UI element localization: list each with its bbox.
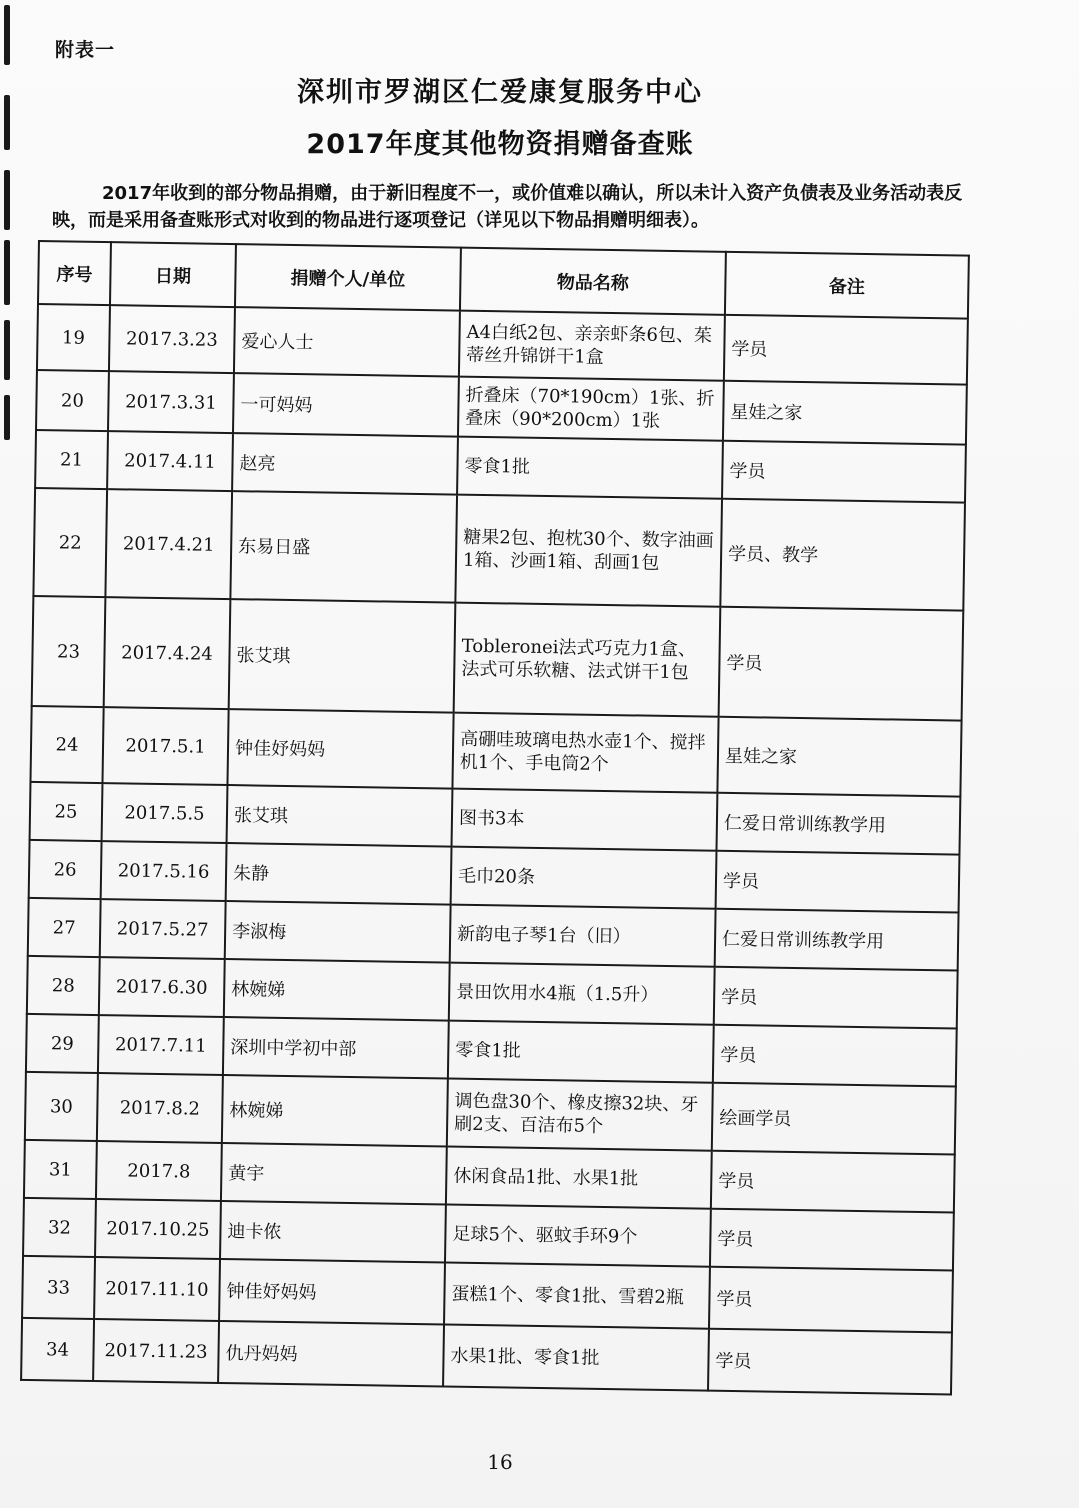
cell-date: 2017.5.16 (101, 841, 227, 901)
cell-no: 21 (35, 430, 108, 489)
cell-note: 学员 (710, 1209, 954, 1271)
cell-no: 29 (26, 1014, 99, 1073)
cell-item: 图书3本 (452, 789, 718, 851)
cell-no: 26 (29, 840, 102, 899)
cell-date: 2017.7.11 (98, 1015, 224, 1075)
cell-donor: 林婉娣 (222, 1075, 448, 1147)
col-header-no: 序号 (38, 241, 111, 305)
col-header-note: 备注 (725, 252, 969, 319)
cell-item: 毛巾20条 (451, 847, 717, 909)
cell-no: 30 (25, 1072, 98, 1141)
cell-date: 2017.5.1 (102, 707, 228, 785)
cell-note: 学员 (722, 441, 966, 503)
cell-donor: 一可妈妈 (233, 373, 459, 437)
cell-note: 学员 (714, 967, 958, 1029)
cell-date: 2017.10.25 (95, 1199, 221, 1259)
cell-donor: 张艾琪 (227, 785, 453, 847)
table-body (21, 304, 968, 1394)
cell-donor: 钟佳妤妈妈 (227, 709, 453, 789)
cell-donor: 迪卡侬 (220, 1201, 446, 1263)
cell-item: 水果1批、零食1批 (443, 1325, 709, 1391)
cell-donor: 朱静 (226, 843, 452, 905)
cell-note: 学员 (724, 315, 968, 385)
cell-no: 25 (30, 782, 103, 841)
cell-note: 学员 (719, 607, 964, 721)
cell-date: 2017.4.24 (104, 597, 231, 709)
annex-label: 附表一 (55, 39, 116, 61)
cell-no: 23 (32, 596, 106, 707)
cell-date: 2017.11.10 (94, 1257, 220, 1321)
cell-note: 学员 (716, 851, 960, 913)
cell-item: 零食1批 (457, 437, 723, 499)
cell-date: 2017.3.31 (108, 371, 234, 433)
cell-no: 20 (36, 370, 109, 431)
cell-note: 学员、教学 (720, 499, 965, 611)
cell-date: 2017.8 (96, 1141, 222, 1201)
cell-donor: 钟佳妤妈妈 (219, 1259, 445, 1325)
cell-item: 折叠床（70*190cm）1张、折叠床（90*200cm）1张 (458, 377, 724, 441)
cell-date: 2017.4.21 (105, 489, 232, 599)
cell-date: 2017.11.23 (93, 1319, 219, 1383)
cell-date: 2017.5.5 (102, 783, 228, 843)
document-subtitle: 2017年度其他物资捐赠备查账 (306, 129, 694, 160)
cell-item: 高硼哇玻璃电热水壶1个、搅拌机1个、手电筒2个 (452, 713, 718, 793)
cell-note: 学员 (708, 1329, 952, 1395)
cell-note: 仁爱日常训练教学用 (716, 793, 960, 855)
cell-date: 2017.3.23 (109, 305, 235, 373)
table-row (30, 706, 961, 797)
cell-item: Tobleronei法式巧克力1盒、法式可乐软糖、法式饼干1包 (454, 603, 721, 717)
cell-no: 22 (33, 488, 107, 597)
cell-donor: 爱心人士 (234, 307, 460, 377)
cell-no: 31 (24, 1140, 97, 1199)
page-number: 16 (487, 1450, 513, 1474)
col-header-donor: 捐赠个人/单位 (235, 244, 461, 311)
table-row (33, 488, 965, 611)
cell-donor: 赵亮 (232, 433, 458, 495)
cell-date: 2017.8.2 (97, 1073, 223, 1143)
cell-donor: 李淑梅 (225, 901, 451, 963)
cell-no: 34 (21, 1318, 94, 1381)
cell-note: 绘画学员 (712, 1083, 956, 1155)
cell-item: A4白纸2包、亲亲虾条6包、茱蒂丝升锦饼干1盒 (459, 311, 725, 381)
cell-no: 24 (30, 706, 103, 783)
cell-donor: 东易日盛 (230, 491, 457, 603)
cell-note: 学员 (709, 1267, 953, 1333)
cell-no: 19 (37, 304, 110, 371)
col-header-item: 物品名称 (460, 248, 726, 315)
col-header-date: 日期 (110, 242, 236, 307)
cell-item: 休闲食品1批、水果1批 (446, 1147, 712, 1209)
table-row (32, 596, 964, 721)
cell-donor: 仇丹妈妈 (218, 1321, 444, 1387)
cell-item: 足球5个、驱蚊手环9个 (445, 1205, 711, 1267)
document-title: 深圳市罗湖区仁爱康复服务中心 (297, 77, 703, 108)
cell-item: 景田饮用水4瓶（1.5升） (449, 963, 715, 1025)
cell-no: 28 (27, 956, 100, 1015)
cell-donor: 张艾琪 (229, 599, 456, 713)
cell-note: 星娃之家 (717, 717, 961, 797)
intro-paragraph: 2017年收到的部分物品捐赠，由于新旧程度不一，或价值难以确认，所以未计入资产负债表及业务活动表反映，而是采用备查账形式对收到的物品进行逐项登记（详见以下物品捐赠明细表）。 (52, 183, 963, 231)
cell-note: 学员 (713, 1025, 957, 1087)
cell-note: 星娃之家 (723, 381, 967, 445)
cell-donor: 深圳中学初中部 (223, 1017, 449, 1079)
binding-marks (0, 0, 22, 1508)
cell-note: 仁爱日常训练教学用 (715, 909, 959, 971)
cell-no: 32 (23, 1198, 96, 1257)
cell-date: 2017.5.27 (100, 899, 226, 959)
cell-item: 蛋糕1个、零食1批、雪碧2瓶 (444, 1263, 710, 1329)
cell-date: 2017.6.30 (99, 957, 225, 1017)
cell-date: 2017.4.11 (107, 431, 233, 491)
cell-note: 学员 (711, 1151, 955, 1213)
cell-donor: 黄宇 (221, 1143, 447, 1205)
cell-item: 调色盘30个、橡皮擦32块、牙刷2支、百洁布5个 (447, 1079, 713, 1151)
cell-donor: 林婉娣 (224, 959, 450, 1021)
cell-item: 零食1批 (448, 1021, 714, 1083)
table-row (21, 1318, 952, 1395)
cell-item: 新韵电子琴1台（旧） (450, 905, 716, 967)
cell-item: 糖果2包、抱枕30个、数字油画1箱、沙画1箱、刮画1包 (455, 495, 722, 607)
donation-ledger-table (20, 240, 970, 1395)
cell-no: 27 (28, 898, 101, 957)
cell-no: 33 (22, 1256, 95, 1319)
